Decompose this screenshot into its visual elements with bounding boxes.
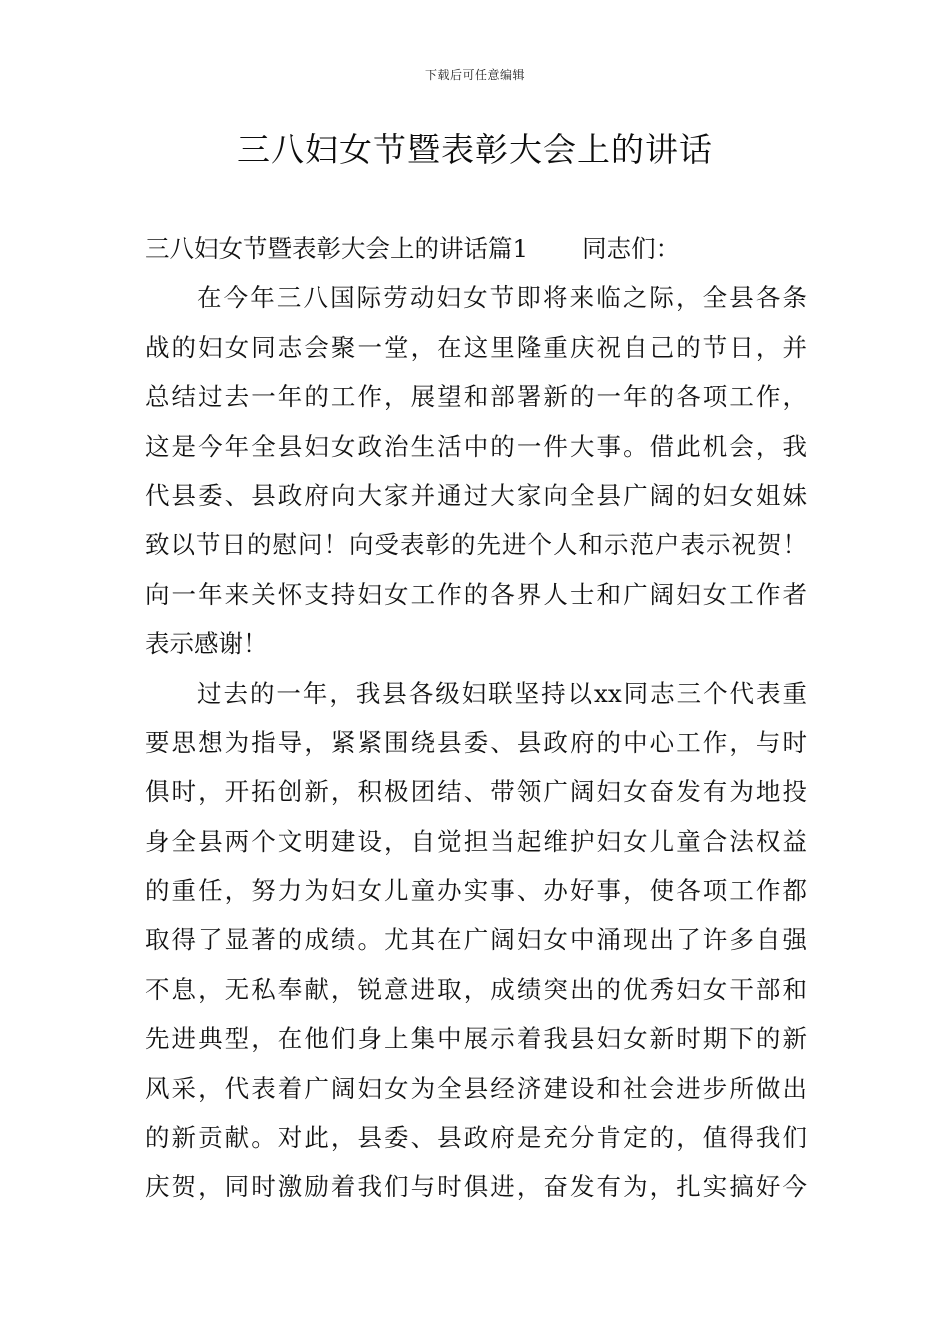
paragraph-2	[145, 669, 807, 1212]
paragraph-line: 的新贡献。对此，县委、县政府是充分肯定的，值得我们	[145, 1123, 807, 1153]
paragraph-line: 在今年三八国际劳动妇女节即将来临之际，全县各条	[197, 283, 807, 313]
paragraph-line: 战的妇女同志会聚一堂，在这里隆重庆祝自己的节日，并	[145, 332, 807, 362]
paragraph-line: 庆贺，同时激励着我们与时俱进，奋发有为，扎实搞好今	[145, 1172, 807, 1202]
paragraph-line: 这是今年全县妇女政治生活中的一件大事。借此机会，我	[145, 431, 807, 461]
paragraph-line: 向一年来关怀支持妇女工作的各界人士和广阔妇女工作者	[145, 579, 807, 609]
paragraph-line: 先进典型，在他们身上集中展示着我县妇女新时期下的新	[145, 1024, 807, 1054]
paragraph-line: 过去的一年，我县各级妇联坚持以xx同志三个代表重	[197, 678, 807, 708]
paragraph-line: 身全县两个文明建设，自觉担当起维护妇女儿童合法权益	[145, 826, 807, 856]
paragraph-line: 代县委、县政府向大家并通过大家向全县广阔的妇女姐妹	[145, 480, 807, 510]
paragraph-line: 致以节日的慰问！向受表彰的先进个人和示范户表示祝贺！	[145, 530, 807, 560]
paragraph-line: 的重任，努力为妇女儿童办实事、办好事，使各项工作都	[145, 876, 807, 906]
paragraph-line: 不息，无私奉献，锐意进取，成绩突出的优秀妇女干部和	[145, 974, 807, 1004]
paragraph-line: 总结过去一年的工作，展望和部署新的一年的各项工作，	[145, 382, 807, 412]
document-title: 三八妇女节暨表彰大会上的讲话	[237, 130, 713, 169]
paragraph-1	[145, 273, 807, 668]
paragraph-line: 表示感谢！	[145, 629, 268, 659]
paragraph-line: 风采，代表着广阔妇女为全县经济建设和社会进步所做出	[145, 1073, 807, 1103]
salutation: 同志们：	[582, 234, 681, 263]
header-note: 下载后可任意编辑	[424, 68, 525, 82]
intro-line	[145, 224, 807, 273]
document-body	[145, 224, 807, 1212]
paragraph-line: 取得了显著的成绩。尤其在广阔妇女中涌现出了许多自强	[145, 925, 807, 955]
section-subtitle: 三八妇女节暨表彰大会上的讲话篇1	[145, 234, 529, 263]
paragraph-line: 俱时，开拓创新，积极团结、带领广阔妇女奋发有为地投	[145, 777, 807, 807]
paragraph-line: 要思想为指导，紧紧围绕县委、县政府的中心工作，与时	[145, 727, 807, 757]
